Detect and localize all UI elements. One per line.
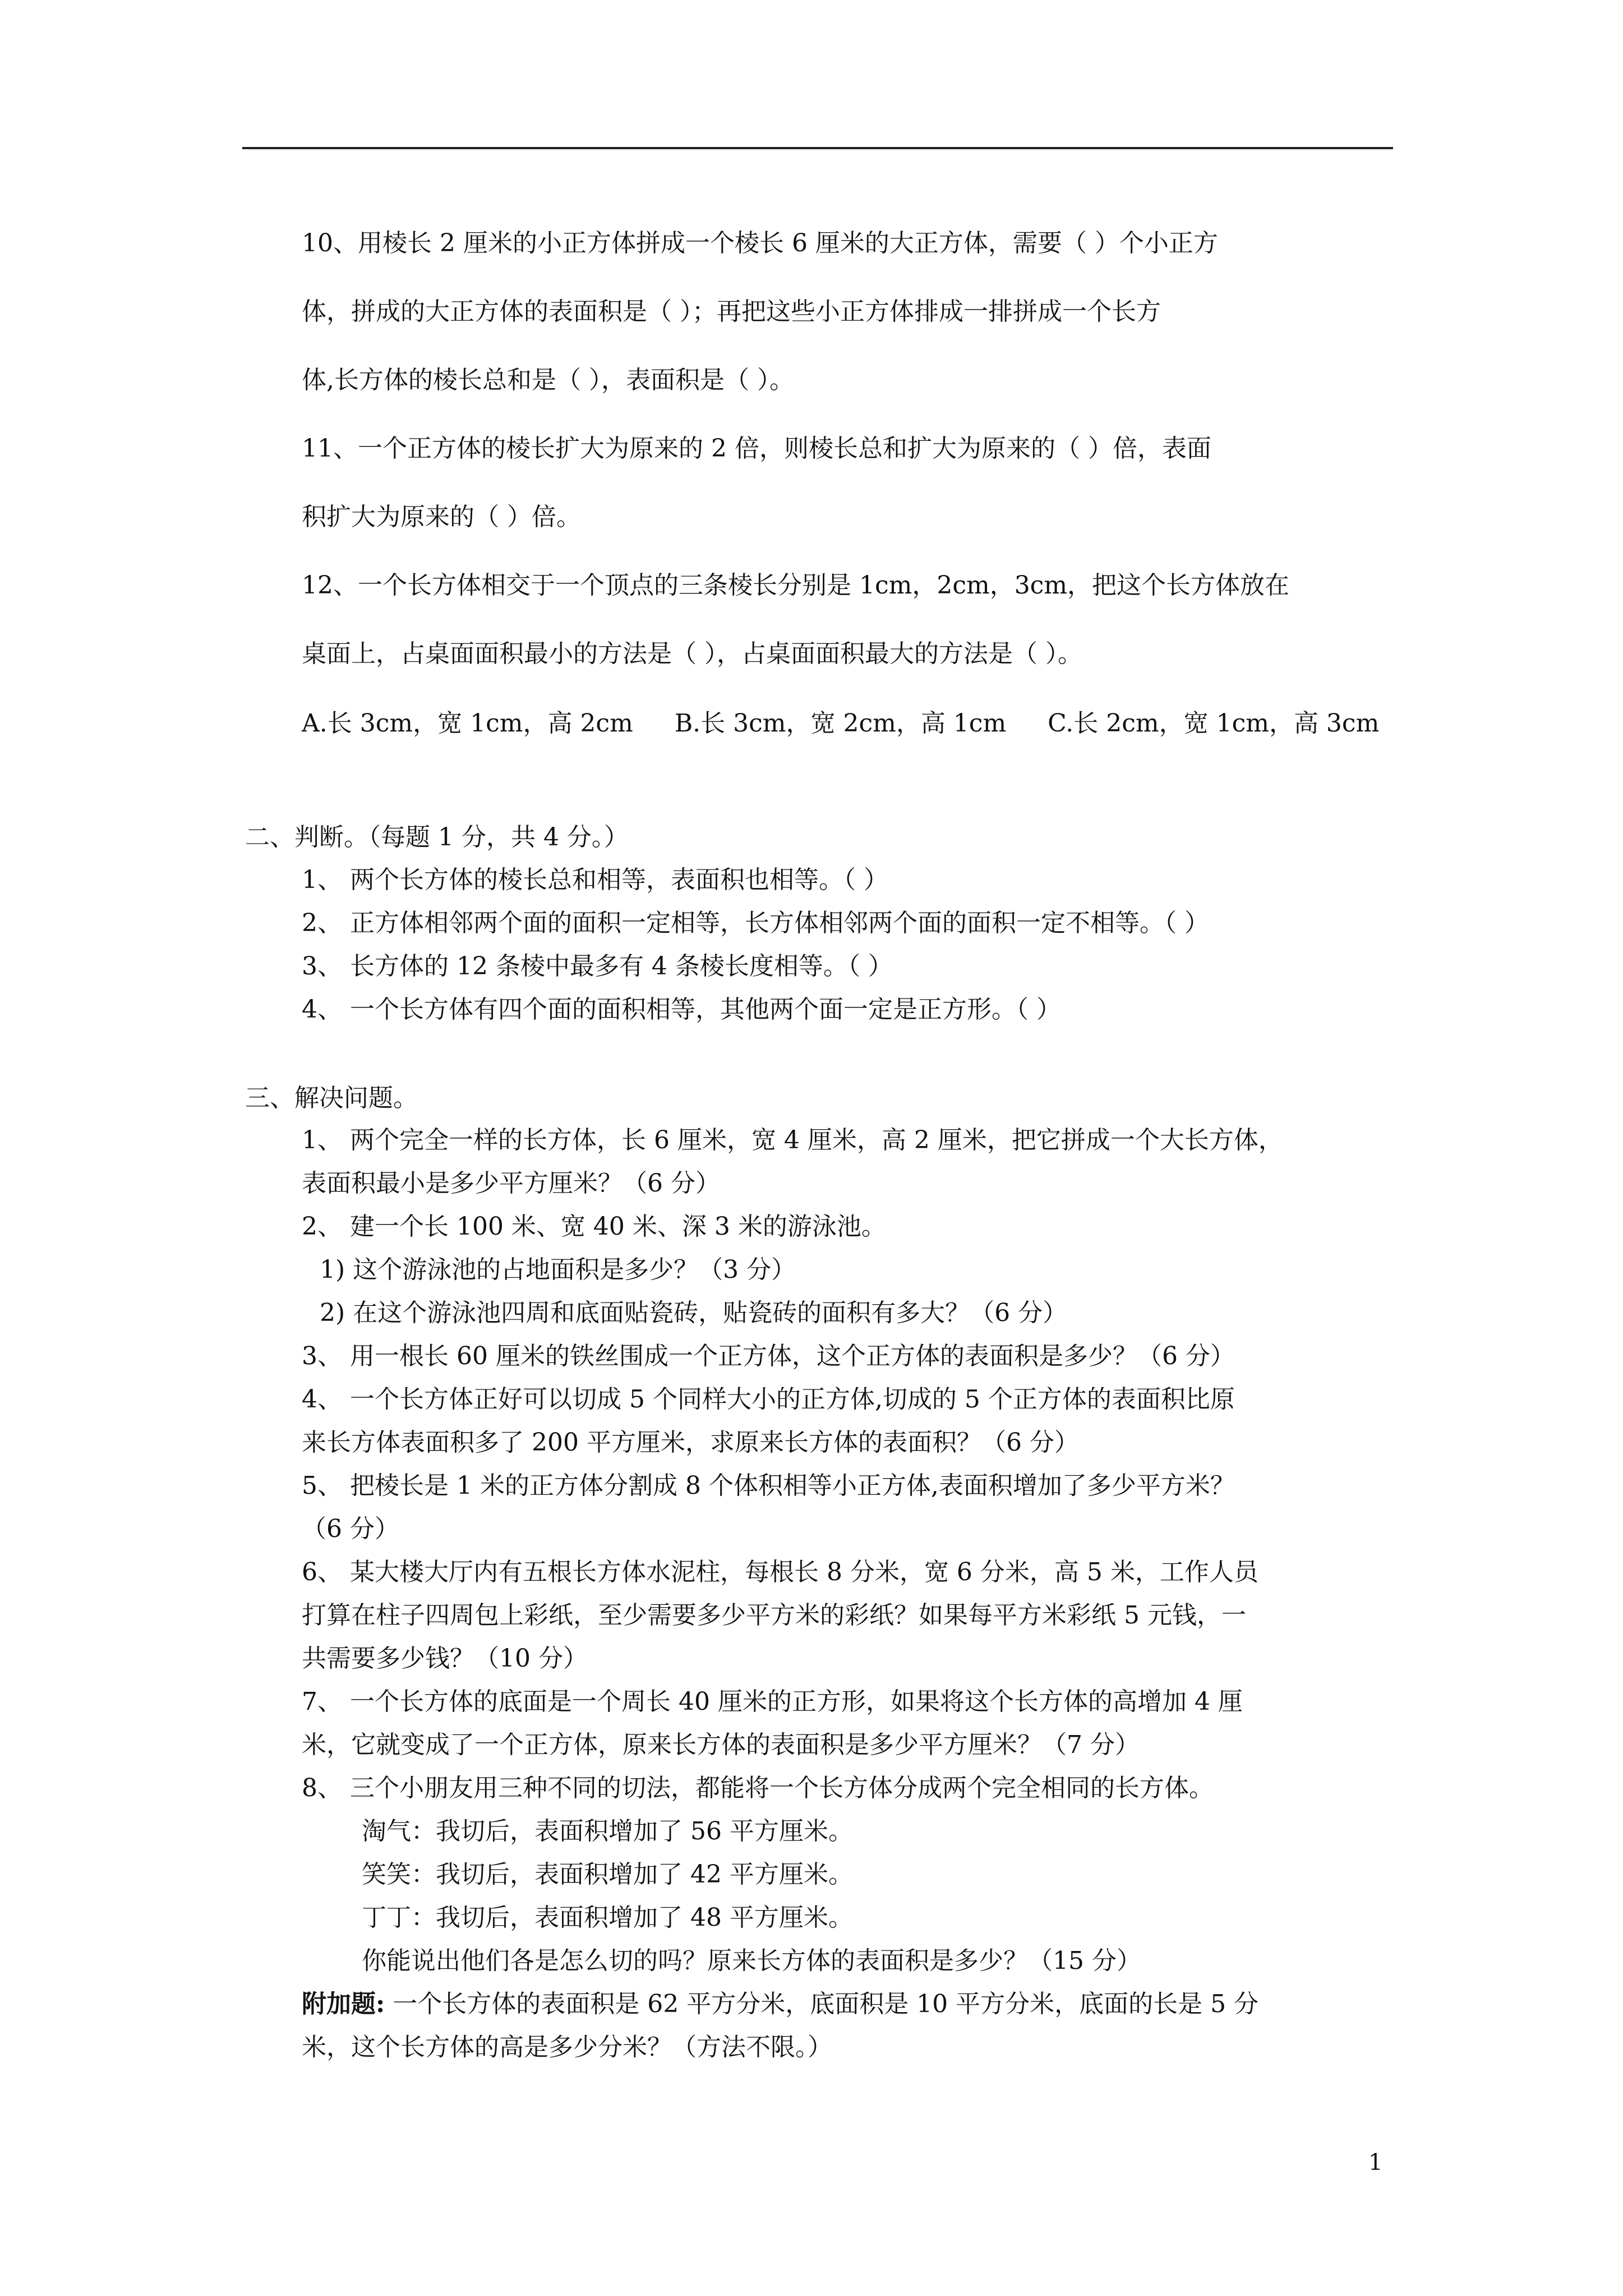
judge-item-2: 2、 正方体相邻两个面的面积一定相等，长方体相邻两个面的面积一定不相等。（ ） <box>302 909 1209 937</box>
judge-item-4: 4、 一个长方体有四个面的面积相等，其他两个面一定是正方形。（ ） <box>302 995 1061 1024</box>
section-two-title: 二、判断。（每题 1 分，共 4 分。） <box>245 823 629 852</box>
problem-4-line-2: 来长方体表面积多了 200 平方厘米，求原来长方体的表面积？（6 分） <box>302 1428 1079 1457</box>
judge-item-1: 1、 两个长方体的棱长总和相等，表面积也相等。（ ） <box>302 866 888 894</box>
problem-6-line-2: 打算在柱子四周包上彩纸，至少需要多少平方米的彩纸？如果每平方米彩纸 5 元钱，一 <box>302 1601 1246 1630</box>
q12-option-a: A.长 3cm，宽 1cm，高 2cm <box>302 709 633 738</box>
problem-2-sub-1: 1) 这个游泳池的占地面积是多少？（3 分） <box>320 1255 796 1284</box>
q12-line-1: 12、一个长方体相交于一个顶点的三条棱长分别是 1cm，2cm，3cm，把这个长方体放在 <box>302 571 1290 600</box>
problem-8-question: 你能说出他们各是怎么切的吗？原来长方体的表面积是多少？（15 分） <box>362 1947 1141 1975</box>
problem-6-line-3: 共需要多少钱？（10 分） <box>302 1644 588 1673</box>
q11-line-2: 积扩大为原来的（ ）倍。 <box>302 503 581 531</box>
bonus-line-1 <box>302 1989 1258 2020</box>
section-three-title: 三、解决问题。 <box>245 1084 418 1112</box>
q12-line-2: 桌面上，占桌面面积最小的方法是（ ），占桌面面积最大的方法是（ ）。 <box>302 639 1082 668</box>
problem-6-line-1: 6、 某大楼大厅内有五根长方体水泥柱，每根长 8 分米，宽 6 分米，高 5 米，工作人员 <box>302 1558 1258 1586</box>
problem-1-line-1: 1、 两个完全一样的长方体，长 6 厘米，宽 4 厘米，高 2 厘米，把它拼成一个大长方体， <box>302 1126 1283 1154</box>
problem-8-taoqi: 淘气：我切后，表面积增加了 56 平方厘米。 <box>362 1817 853 1846</box>
q11-line-1: 11、一个正方体的棱长扩大为原来的 2 倍，则棱长总和扩大为原来的（ ）倍，表面 <box>302 434 1211 463</box>
problem-3-line-1: 3、 用一根长 60 厘米的铁丝围成一个正方体，这个正方体的表面积是多少？（6 分） <box>302 1342 1235 1370</box>
page-number: 1 <box>1368 2150 1383 2175</box>
problem-8-line-1: 8、 三个小朋友用三种不同的切法，都能将一个长方体分成两个完全相同的长方体。 <box>302 1774 1214 1802</box>
bonus-line-2: 米，这个长方体的高是多少分米？（方法不限。） <box>302 2033 832 2062</box>
problem-4-line-1: 4、 一个长方体正好可以切成 5 个同样大小的正方体,切成的 5 个正方体的表面积比原 <box>302 1385 1235 1414</box>
problem-2-line-1: 2、 建一个长 100 米、宽 40 米、深 3 米的游泳池。 <box>302 1212 886 1241</box>
header-rule <box>242 147 1393 149</box>
problem-7-line-1: 7、 一个长方体的底面是一个周长 40 厘米的正方形，如果将这个长方体的高增加 4 厘 <box>302 1687 1243 1716</box>
problem-7-line-2: 米，它就变成了一个正方体，原来长方体的表面积是多少平方厘米？（7 分） <box>302 1731 1140 1759</box>
bonus-label: 附加题: <box>302 1990 385 2018</box>
bonus-text-1: 一个长方体的表面积是 62 平方分米，底面积是 10 平方分米，底面的长是 5 分 <box>385 1990 1259 2018</box>
judge-item-3: 3、 长方体的 12 条棱中最多有 4 条棱长度相等。（ ） <box>302 952 893 981</box>
q10-line-1: 10、用棱长 2 厘米的小正方体拼成一个棱长 6 厘米的大正方体，需要（ ）个小正方 <box>302 229 1218 257</box>
problem-5-line-2: （6 分） <box>302 1515 399 1543</box>
problem-1-line-2: 表面积最小是多少平方厘米？（6 分） <box>302 1169 720 1198</box>
q10-line-3: 体,长方体的棱长总和是（ ），表面积是（ ）。 <box>302 366 794 394</box>
q12-option-c: C.长 2cm，宽 1cm，高 3cm <box>1048 709 1380 738</box>
problem-8-xiaoxiao: 笑笑：我切后，表面积增加了 42 平方厘米。 <box>362 1860 853 1889</box>
problem-2-sub-2: 2) 在这个游泳池四周和底面贴瓷砖，贴瓷砖的面积有多大？（6 分） <box>320 1299 1068 1327</box>
q10-line-2: 体，拼成的大正方体的表面积是（ ）；再把这些小正方体排成一排拼成一个长方 <box>302 297 1161 326</box>
q12-options <box>302 708 1413 739</box>
problem-5-line-1: 5、 把棱长是 1 米的正方体分割成 8 个体积相等小正方体,表面积增加了多少平方米？ <box>302 1471 1235 1500</box>
problem-8-dingding: 丁丁：我切后，表面积增加了 48 平方厘米。 <box>362 1903 853 1932</box>
q12-option-b: B.长 3cm，宽 2cm，高 1cm <box>674 709 1007 738</box>
